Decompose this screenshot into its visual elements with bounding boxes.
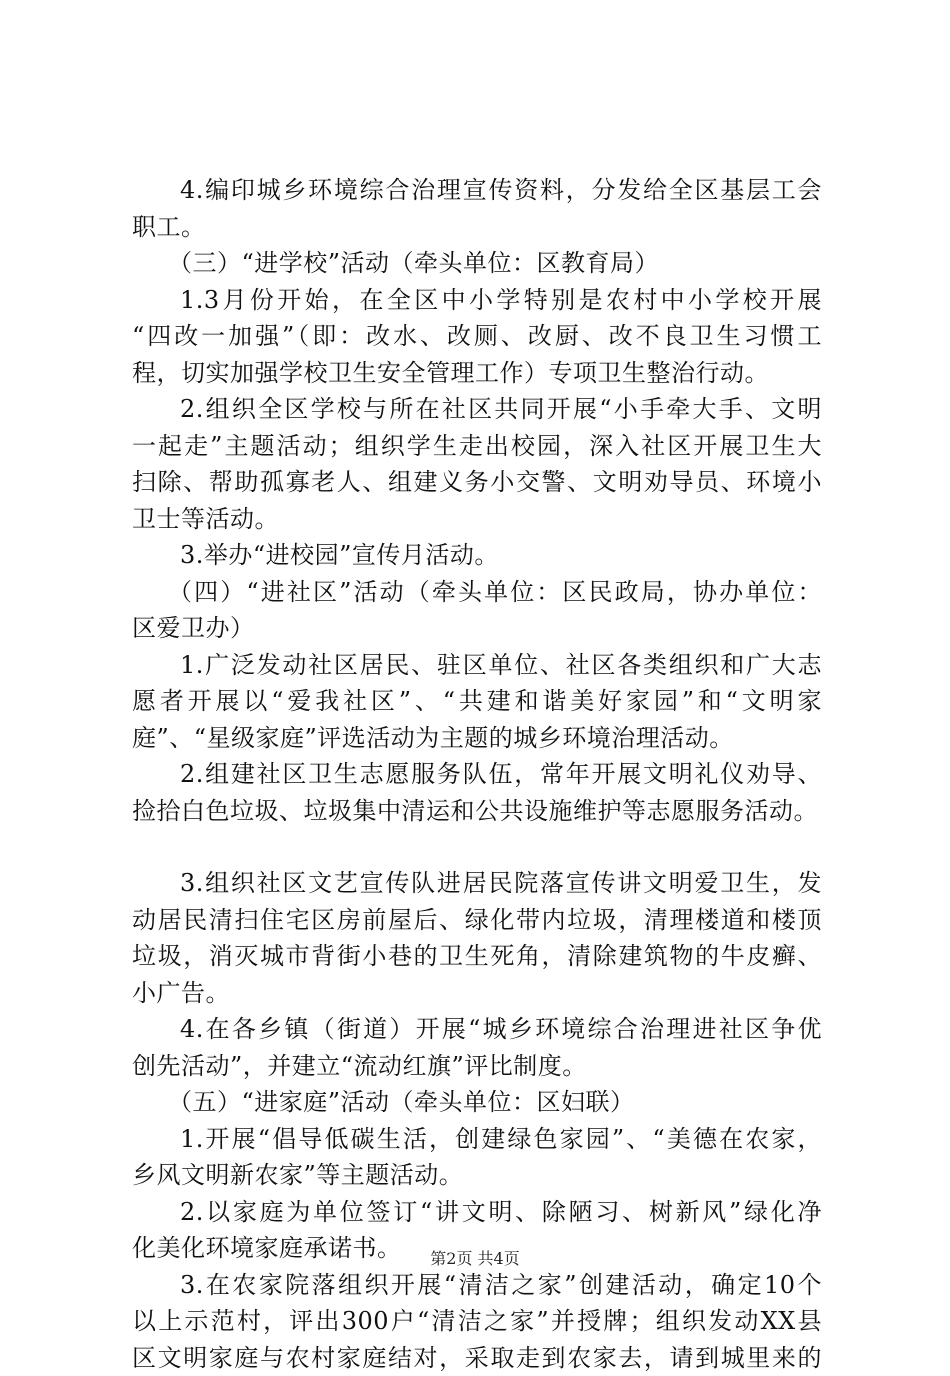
paragraph-gap (132, 829, 822, 865)
text-line: 垃圾，消灭城市背街小巷的卫生死角，清除建筑物的牛皮癣、 (132, 938, 822, 975)
page-footer: 第2页 共4页 (0, 1246, 950, 1269)
text-line: “四改一加强”（即：改水、改厕、改厨、改不良卫生习惯工 (132, 318, 822, 355)
text-line: 3.组织社区文艺宣传队进居民院落宣传讲文明爱卫生，发 (132, 865, 822, 902)
text-line: 化美化环境家庭承诺书。 (132, 1230, 822, 1267)
text-line: 1.开展“倡导低碳生活，创建绿色家园”、“美德在农家， (132, 1121, 822, 1158)
section-heading-4: （四）“进社区”活动（牵头单位：区民政局，协办单位： (132, 574, 822, 611)
section-heading-3: （三）“进学校”活动（牵头单位：区教育局） (132, 245, 822, 282)
text-line: 2.组建社区卫生志愿服务队伍，常年开展文明礼仪劝导、 (132, 756, 822, 793)
text-line: 1.广泛发动社区居民、驻区单位、社区各类组织和广大志 (132, 647, 822, 684)
text-line: 3.在农家院落组织开展“清洁之家”创建活动，确定10个 (132, 1267, 822, 1304)
text-line: 程，切实加强学校卫生安全管理工作）专项卫生整治行动。 (132, 355, 822, 392)
text-line: 小广告。 (132, 975, 822, 1012)
text-line: 4.编印城乡环境综合治理宣传资料，分发给全区基层工会 (132, 172, 822, 209)
text-line: 乡风文明新农家”等主题活动。 (132, 1157, 822, 1194)
text-line: 以上示范村，评出300户“清洁之家”并授牌；组织发动XX县 (132, 1303, 822, 1340)
text-line: 创先活动”，并建立“流动红旗”评比制度。 (132, 1048, 822, 1085)
text-line: 愿者开展以“爱我社区”、“共建和谐美好家园”和“文明家 (132, 683, 822, 720)
document-body (132, 172, 822, 1376)
text-line: 庭”、“星级家庭”评选活动为主题的城乡环境治理活动。 (132, 720, 822, 757)
text-line: 2.组织全区学校与所在社区共同开展“小手牵大手、文明 (132, 391, 822, 428)
text-line: 职工。 (132, 209, 822, 246)
text-line: 区爱卫办） (132, 610, 822, 647)
text-line: 扫除、帮助孤寡老人、组建义务小交警、文明劝导员、环境小 (132, 464, 822, 501)
text-line: 一起走”主题活动；组织学生走出校园，深入社区开展卫生大 (132, 428, 822, 465)
text-line: 卫士等活动。 (132, 501, 822, 538)
text-line: 1.3月份开始，在全区中小学特别是农村中小学校开展 (132, 282, 822, 319)
text-line: 4.在各乡镇（街道）开展“城乡环境综合治理进社区争优 (132, 1011, 822, 1048)
text-line: 2.以家庭为单位签订“讲文明、除陋习、树新风”绿化净 (132, 1194, 822, 1231)
text-line: 捡拾白色垃圾、垃圾集中清运和公共设施维护等志愿服务活动。 (132, 793, 822, 830)
text-line: 3.举办“进校园”宣传月活动。 (132, 537, 822, 574)
text-line: 动居民清扫住宅区房前屋后、绿化带内垃圾，清理楼道和楼顶 (132, 902, 822, 939)
text-line: 区文明家庭与农村家庭结对，采取走到农家去，请到城里来的 (132, 1340, 822, 1376)
section-heading-5: （五）“进家庭”活动（牵头单位：区妇联） (132, 1084, 822, 1121)
